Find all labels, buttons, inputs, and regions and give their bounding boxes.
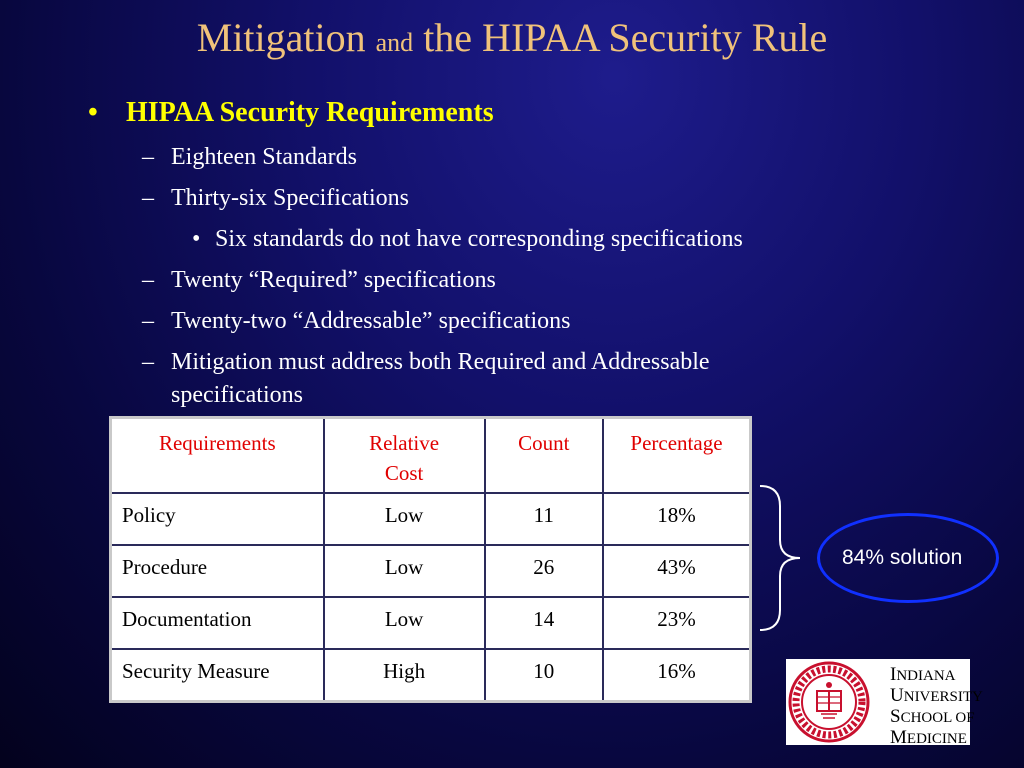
brace-icon	[752, 482, 812, 634]
table-row	[111, 545, 751, 597]
header-cost: Cost	[384, 461, 424, 485]
header-requirements: Requirements	[111, 418, 324, 494]
sub-bullet-text: Mitigation must address both Required and Addressable	[171, 349, 710, 375]
sub-bullet-text: specifications	[171, 382, 303, 408]
table-row	[111, 649, 751, 702]
header-count: Count	[485, 418, 603, 494]
sub-bullet-text: Twenty “Required” specifications	[171, 267, 496, 293]
dash-icon: –	[142, 144, 154, 170]
cell-cost: Low	[324, 493, 485, 545]
cell-requirement: Security Measure	[111, 649, 324, 702]
table-row	[111, 597, 751, 649]
bullet-dot-icon: •	[88, 97, 98, 128]
header-relative: Relative	[369, 431, 440, 455]
sub-bullet-text: Eighteen Standards	[171, 144, 357, 170]
title-part3: the HIPAA Security Rule	[423, 15, 828, 60]
requirements-table	[109, 416, 752, 703]
cell-percentage: 43%	[603, 545, 751, 597]
main-bullet-text: HIPAA Security Requirements	[126, 97, 494, 128]
iu-school-of-medicine-logo	[786, 659, 983, 748]
table-row	[111, 493, 751, 545]
cell-count: 26	[485, 545, 603, 597]
cell-percentage: 16%	[603, 649, 751, 702]
bullet-dot-icon: •	[192, 226, 201, 252]
cell-cost: Low	[324, 597, 485, 649]
header-percentage: Percentage	[603, 418, 751, 494]
slide-title	[0, 12, 1024, 69]
dash-icon: –	[142, 308, 154, 334]
cell-count: 10	[485, 649, 603, 702]
cell-requirement: Policy	[111, 493, 324, 545]
logo-wordmark: INDIANA UNIVERSITY SCHOOL OF MEDICINE	[890, 664, 983, 748]
cell-percentage: 23%	[603, 597, 751, 649]
dash-icon: –	[142, 267, 154, 293]
sub-sub-bullet-text: Six standards do not have corresponding specifications	[215, 226, 743, 252]
sub-bullet-text: Thirty-six Specifications	[171, 185, 409, 211]
cell-count: 11	[485, 493, 603, 545]
cell-requirement: Procedure	[111, 545, 324, 597]
dash-icon: –	[142, 185, 154, 211]
cell-percentage: 18%	[603, 493, 751, 545]
cell-requirement: Documentation	[111, 597, 324, 649]
callout-label: 84% solution	[842, 546, 963, 569]
header-relative-cost	[324, 418, 485, 494]
university-seal-icon	[788, 661, 870, 743]
title-part2: and	[375, 28, 414, 57]
dash-icon: –	[142, 349, 154, 375]
cell-cost: High	[324, 649, 485, 702]
title-part1: Mitigation	[196, 15, 366, 60]
sub-bullet-text: Twenty-two “Addressable” specifications	[171, 308, 571, 334]
cell-cost: Low	[324, 545, 485, 597]
cell-count: 14	[485, 597, 603, 649]
table-header-row	[111, 418, 751, 494]
